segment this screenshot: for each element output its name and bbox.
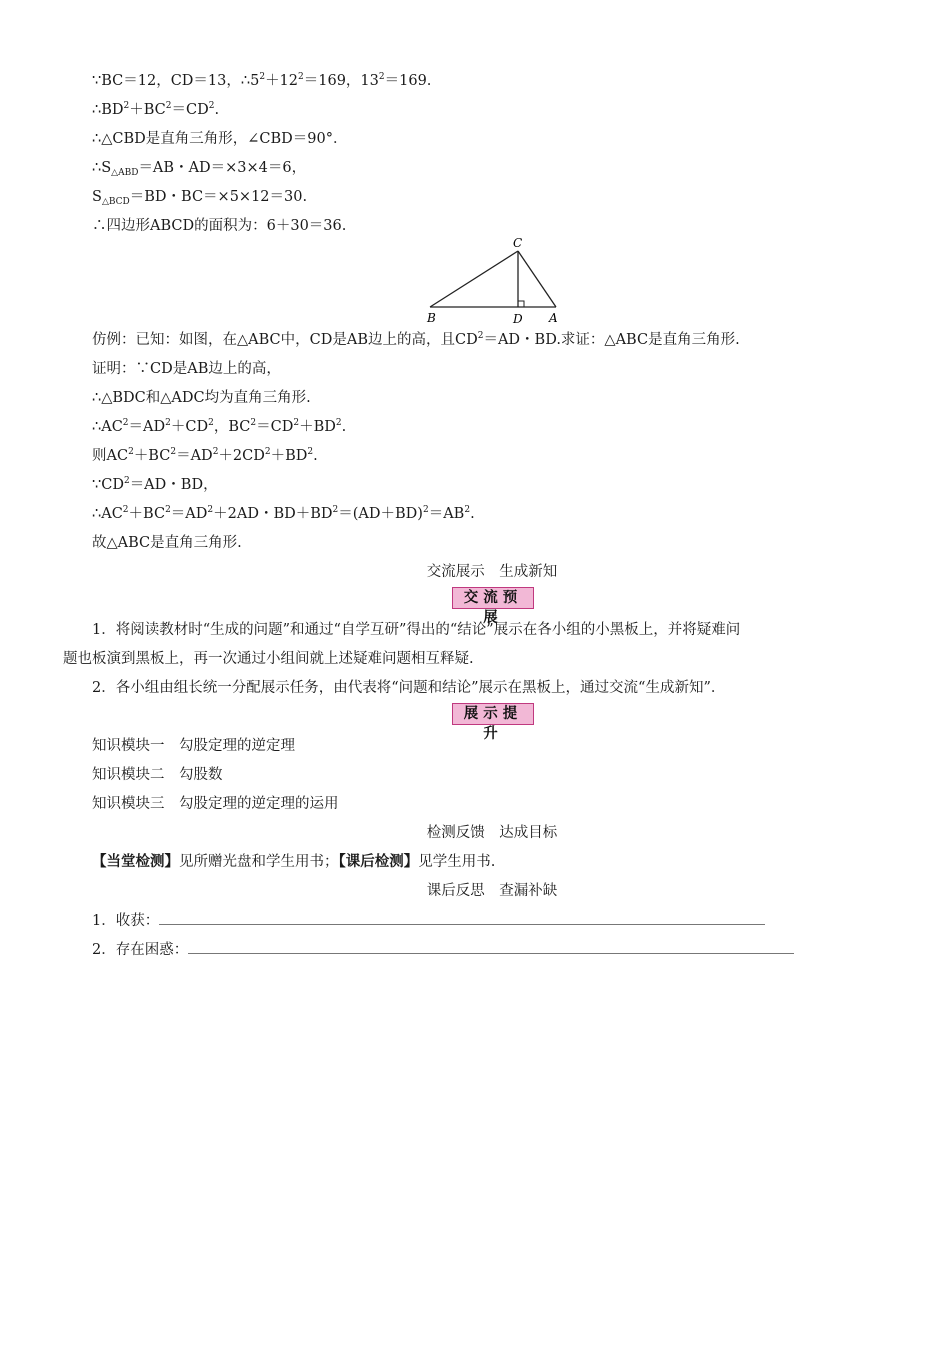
segment-ca — [518, 251, 556, 307]
exchange-item-1-line-1: 1．将阅读教材时“生成的问题”和通过“自学互研”得出的“结论”展示在各小组的小黑板上，并将疑难问 — [92, 622, 741, 638]
segment-bc — [430, 251, 518, 307]
solution-line-3: ∴△CBD是直角三角形，∠CBD＝90°． — [92, 131, 348, 147]
confusion-blank-line[interactable] — [188, 939, 794, 954]
knowledge-module-1: 知识模块一 勾股定理的逆定理 — [92, 738, 295, 754]
solution-line-2: $\therefore BD^2+BC^2=CD^2$. — [92, 101, 220, 118]
solution-line-1: ∵BC＝12，CD＝13，$\therefore 5^2+12^2=169$，$13^2=169$. — [92, 72, 432, 89]
example-line-1: 仿例：已知：如图，在△ABC中，CD是AB边上的高，且$CD^2=AD$・BD.求证：△ABC是直角三角形. — [92, 331, 740, 348]
badge-display-improve: 展示提升 — [452, 703, 534, 725]
test-info-line: 【当堂检测】见所赠光盘和学生用书；【课后检测】见学生用书. — [92, 853, 496, 870]
triangle-figure — [420, 234, 570, 328]
example-line-2: 证明：∵CD是AB边上的高， — [92, 361, 281, 377]
label-b: B — [427, 311, 436, 325]
exchange-item-1-line-2: 题也板演到黑板上，再一次通过小组间就上述疑难问题相互释疑. — [63, 651, 474, 667]
gain-blank-line[interactable] — [159, 910, 765, 925]
knowledge-module-3: 知识模块三 勾股定理的逆定理的运用 — [92, 796, 339, 812]
label-c: C — [513, 236, 523, 250]
example-line-4: $\therefore AC^2=AD^2+CD^2$，$BC^2=CD^2+BD^2$. — [92, 418, 347, 435]
badge-exchange-preview: 交流预展 — [452, 587, 534, 609]
label-d: D — [513, 312, 523, 326]
label-a: A — [549, 311, 558, 325]
section-title-exchange: 交流展示 生成新知 — [426, 564, 558, 580]
solution-line-6: ∴四边形ABCD的面积为：6＋30＝36. — [92, 218, 347, 234]
solution-line-5: $S_{\triangle BCD}=BD$・BC＝×5×12＝30. — [92, 189, 308, 207]
example-line-3: ∴△BDC和△ADC均为直角三角形. — [92, 390, 311, 406]
example-line-8: 故△ABC是直角三角形. — [92, 535, 242, 551]
section-title-test: 检测反馈 达成目标 — [426, 825, 558, 841]
example-line-5: 则$AC^2+BC^2=AD^2+2CD^2+BD^2$. — [92, 447, 318, 464]
solution-line-4: $\therefore S_{\triangle ABD}=AB$・AD＝×3×4＝6， — [92, 160, 307, 178]
reflection-confusion: 2．存在困惑： — [92, 939, 794, 960]
knowledge-module-2: 知识模块二 勾股数 — [92, 767, 223, 783]
reflection-gain: 1．收获： — [92, 910, 765, 931]
right-angle-mark — [518, 301, 524, 307]
section-title-reflection: 课后反思 查漏补缺 — [426, 883, 558, 899]
example-line-7: $\therefore AC^2+BC^2=AD^2+2AD$・$BD+BD^2=(AD+BD)^2=AB^2$. — [92, 505, 475, 522]
exchange-item-2: 2．各小组由组长统一分配展示任务，由代表将“问题和结论”展示在黑板上，通过交流“生成新知”． — [92, 680, 726, 696]
example-line-6: $\because CD^2=AD$・BD， — [92, 476, 218, 493]
